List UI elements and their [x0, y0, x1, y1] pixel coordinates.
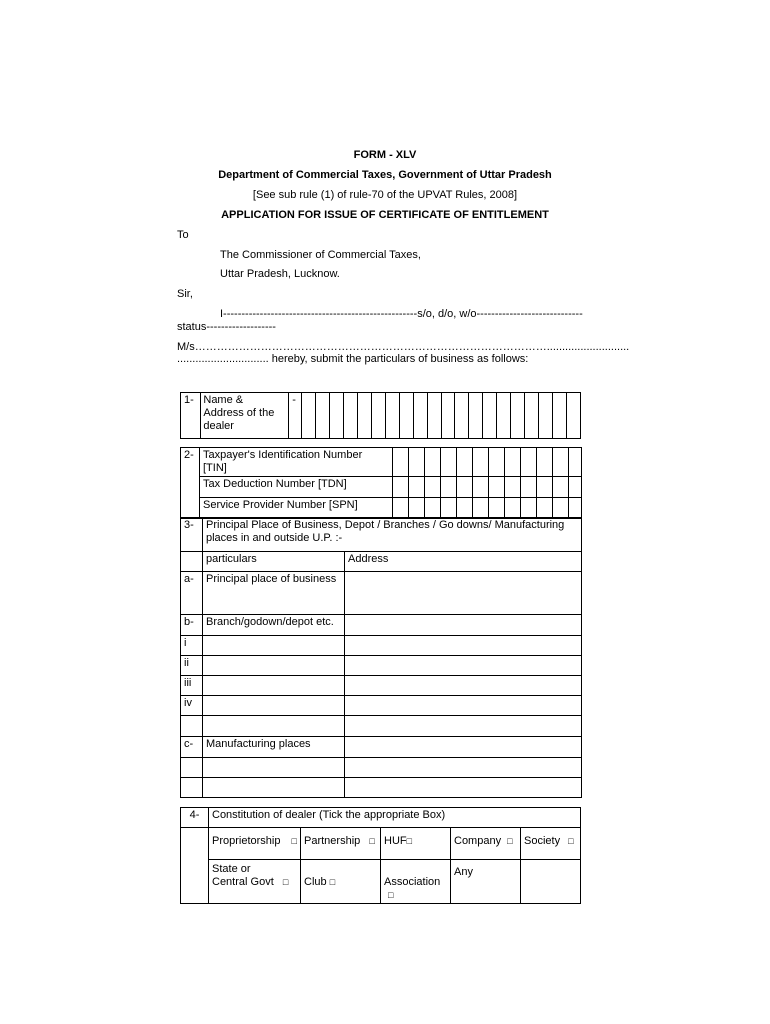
- section1-table: [180, 392, 581, 439]
- name-char-box[interactable]: [413, 393, 427, 439]
- proprietorship-checkbox[interactable]: □: [291, 836, 297, 846]
- club-label: Club: [304, 876, 327, 888]
- spn-box[interactable]: [425, 498, 441, 519]
- particulars-header: particulars: [203, 552, 345, 572]
- firm-name-line: M/s……………………………………………………………………………………...........................: [177, 341, 630, 353]
- spn-box[interactable]: [569, 498, 582, 519]
- spn-box[interactable]: [441, 498, 457, 519]
- association-label: Association: [384, 876, 441, 888]
- name-char-box[interactable]: [469, 393, 483, 439]
- name-char-box[interactable]: [316, 393, 330, 439]
- tdn-box[interactable]: [537, 477, 553, 498]
- spn-box[interactable]: [457, 498, 473, 519]
- section3-table: [180, 517, 582, 798]
- spn-box[interactable]: [553, 498, 569, 519]
- tin-box[interactable]: [425, 448, 441, 477]
- branch-address-ii[interactable]: [345, 655, 582, 675]
- state-govt-checkbox[interactable]: □: [282, 877, 289, 887]
- association-checkbox[interactable]: □: [388, 890, 394, 900]
- branch-address-iv[interactable]: [345, 696, 582, 716]
- option-partnership[interactable]: [301, 828, 381, 860]
- partnership-label: Partnership: [304, 835, 361, 847]
- section2-table: [180, 447, 582, 519]
- manufacturing-particular-2[interactable]: [203, 777, 345, 797]
- tin-box[interactable]: [441, 448, 457, 477]
- proprietorship-label: Proprietorship: [212, 835, 281, 847]
- principal-place-address[interactable]: [345, 572, 582, 614]
- section2-number: 2-: [181, 448, 200, 519]
- to-label: To: [177, 229, 189, 241]
- tin-box[interactable]: [569, 448, 582, 477]
- branch-particular-iii[interactable]: [203, 676, 345, 696]
- option-proprietorship[interactable]: [209, 828, 301, 860]
- section1-label-line1: Name &: [203, 394, 244, 406]
- state-govt-label-line2: Central Govt: [212, 876, 274, 888]
- tin-box[interactable]: [553, 448, 569, 477]
- tdn-label: Tax Deduction Number [TDN]: [200, 477, 393, 498]
- rule-reference: [See sub rule (1) of rule-70 of the UPVAT Rules, 2008]: [252, 189, 518, 201]
- status-line: status-------------------: [177, 321, 276, 333]
- option-blank: [521, 860, 581, 904]
- section1-number: 1-: [181, 393, 201, 439]
- addressee-line2: Uttar Pradesh, Lucknow.: [220, 268, 340, 280]
- item-b-number: b-: [181, 614, 203, 635]
- option-huf[interactable]: [381, 828, 451, 860]
- section3-spacer-particular[interactable]: [203, 716, 345, 736]
- principal-place-label: Principal place of business: [203, 572, 345, 614]
- spn-box[interactable]: [521, 498, 537, 519]
- manufacturing-address-2[interactable]: [345, 777, 582, 797]
- sub-item-ii: ii: [181, 655, 203, 675]
- name-char-box[interactable]: [525, 393, 539, 439]
- section3-spacer: [181, 716, 203, 736]
- name-char-box[interactable]: [343, 393, 357, 439]
- sub-item-iii: iii: [181, 676, 203, 696]
- option-association[interactable]: [381, 860, 451, 904]
- spn-box[interactable]: [489, 498, 505, 519]
- manufacturing-row-number: [181, 777, 203, 797]
- name-char-box[interactable]: [539, 393, 553, 439]
- name-char-box[interactable]: [427, 393, 441, 439]
- name-char-box[interactable]: [511, 393, 525, 439]
- tdn-box[interactable]: [441, 477, 457, 498]
- name-char-box[interactable]: [357, 393, 371, 439]
- section3-spacer-address[interactable]: [345, 716, 582, 736]
- manufacturing-address[interactable]: [345, 736, 582, 757]
- section3-title: [203, 518, 582, 552]
- spn-box[interactable]: [393, 498, 409, 519]
- tin-box[interactable]: [473, 448, 489, 477]
- section4-blank: [181, 828, 209, 904]
- tdn-box[interactable]: [425, 477, 441, 498]
- salutation: Sir,: [177, 288, 193, 300]
- manufacturing-label: Manufacturing places: [203, 736, 345, 757]
- option-club[interactable]: [301, 860, 381, 904]
- name-char-box[interactable]: [385, 393, 399, 439]
- branch-address-i[interactable]: [345, 635, 582, 655]
- name-char-box[interactable]: [371, 393, 385, 439]
- option-any[interactable]: [451, 860, 521, 904]
- section1-label-line2: Address of the: [203, 407, 275, 419]
- tin-box[interactable]: [505, 448, 521, 477]
- tin-box[interactable]: [521, 448, 537, 477]
- branch-particular-iv[interactable]: [203, 696, 345, 716]
- section4-number: 4-: [181, 808, 209, 828]
- section3-title-line1: Principal Place of Business, Depot / Branches / Go downs/ Manufacturing: [206, 519, 565, 531]
- society-checkbox[interactable]: □: [568, 836, 574, 846]
- tin-box[interactable]: [393, 448, 409, 477]
- spn-box[interactable]: [505, 498, 521, 519]
- item-a-number: a-: [181, 572, 203, 614]
- tin-box[interactable]: [489, 448, 505, 477]
- partnership-checkbox[interactable]: □: [369, 836, 375, 846]
- name-char-box[interactable]: [455, 393, 469, 439]
- section3-title-line2: places in and outside U.P. :-: [206, 532, 343, 544]
- option-society[interactable]: [521, 828, 581, 860]
- tdn-box[interactable]: [569, 477, 582, 498]
- name-char-box[interactable]: [553, 393, 567, 439]
- tdn-box[interactable]: [505, 477, 521, 498]
- club-checkbox[interactable]: □: [329, 877, 336, 887]
- tin-box[interactable]: [537, 448, 553, 477]
- department-heading: Department of Commercial Taxes, Government of Uttar Pradesh: [218, 169, 552, 181]
- manufacturing-particular-1[interactable]: [203, 757, 345, 777]
- address-header: Address: [345, 552, 582, 572]
- section3-blank: [181, 552, 203, 572]
- option-company[interactable]: [451, 828, 521, 860]
- section1-dash: -: [289, 393, 302, 439]
- spn-box[interactable]: [473, 498, 489, 519]
- branch-particular-i[interactable]: [203, 635, 345, 655]
- huf-checkbox[interactable]: □: [406, 836, 413, 846]
- spn-box[interactable]: [537, 498, 553, 519]
- company-checkbox[interactable]: □: [507, 836, 513, 846]
- name-char-box[interactable]: [302, 393, 316, 439]
- name-char-box[interactable]: [483, 393, 497, 439]
- tin-label: Taxpayer's Identification Number [TIN]: [200, 448, 393, 477]
- application-title: APPLICATION FOR ISSUE OF CERTIFICATE OF ENTITLEMENT: [221, 209, 549, 221]
- tin-box[interactable]: [457, 448, 473, 477]
- society-label: Society: [524, 835, 561, 847]
- manufacturing-address-1[interactable]: [345, 757, 582, 777]
- section4-table: [180, 807, 581, 904]
- section4-clip: [180, 807, 580, 900]
- declarant-line: I-----------------------------------------------------s/o, d/o, w/o-----------------------------: [220, 308, 583, 320]
- section1-label: [201, 393, 289, 439]
- any-label: Any: [454, 866, 473, 878]
- branch-address[interactable]: [345, 614, 582, 635]
- name-char-box[interactable]: [566, 393, 580, 439]
- tdn-box[interactable]: [553, 477, 569, 498]
- form-title: FORM - XLV: [353, 149, 417, 161]
- tdn-box[interactable]: [521, 477, 537, 498]
- tin-box[interactable]: [409, 448, 425, 477]
- tdn-box[interactable]: [409, 477, 425, 498]
- spn-box[interactable]: [409, 498, 425, 519]
- section1-label-line3: dealer: [203, 420, 234, 432]
- section4-title: Constitution of dealer (Tick the appropriate Box): [209, 808, 581, 828]
- huf-label: HUF: [384, 835, 407, 847]
- option-state-govt[interactable]: [209, 860, 301, 904]
- state-govt-label-line1: State or: [212, 863, 251, 875]
- name-char-box[interactable]: [441, 393, 455, 439]
- branch-label: Branch/godown/depot etc.: [203, 614, 345, 635]
- sub-item-iv: iv: [181, 696, 203, 716]
- tdn-box[interactable]: [473, 477, 489, 498]
- branch-particular-ii[interactable]: [203, 655, 345, 675]
- name-char-box[interactable]: [330, 393, 344, 439]
- submission-line: .............................. hereby, submit the particulars of business as follows:: [177, 353, 529, 365]
- name-char-box[interactable]: [497, 393, 511, 439]
- sub-item-i: i: [181, 635, 203, 655]
- tdn-box[interactable]: [457, 477, 473, 498]
- tdn-box[interactable]: [489, 477, 505, 498]
- name-char-box[interactable]: [399, 393, 413, 439]
- item-c-number: c-: [181, 736, 203, 757]
- manufacturing-row-number: [181, 757, 203, 777]
- tdn-box[interactable]: [393, 477, 409, 498]
- section3-number: 3-: [181, 518, 203, 552]
- company-label: Company: [454, 835, 502, 847]
- branch-address-iii[interactable]: [345, 676, 582, 696]
- addressee-line1: The Commissioner of Commercial Taxes,: [220, 249, 421, 261]
- spn-label: Service Provider Number [SPN]: [200, 498, 393, 519]
